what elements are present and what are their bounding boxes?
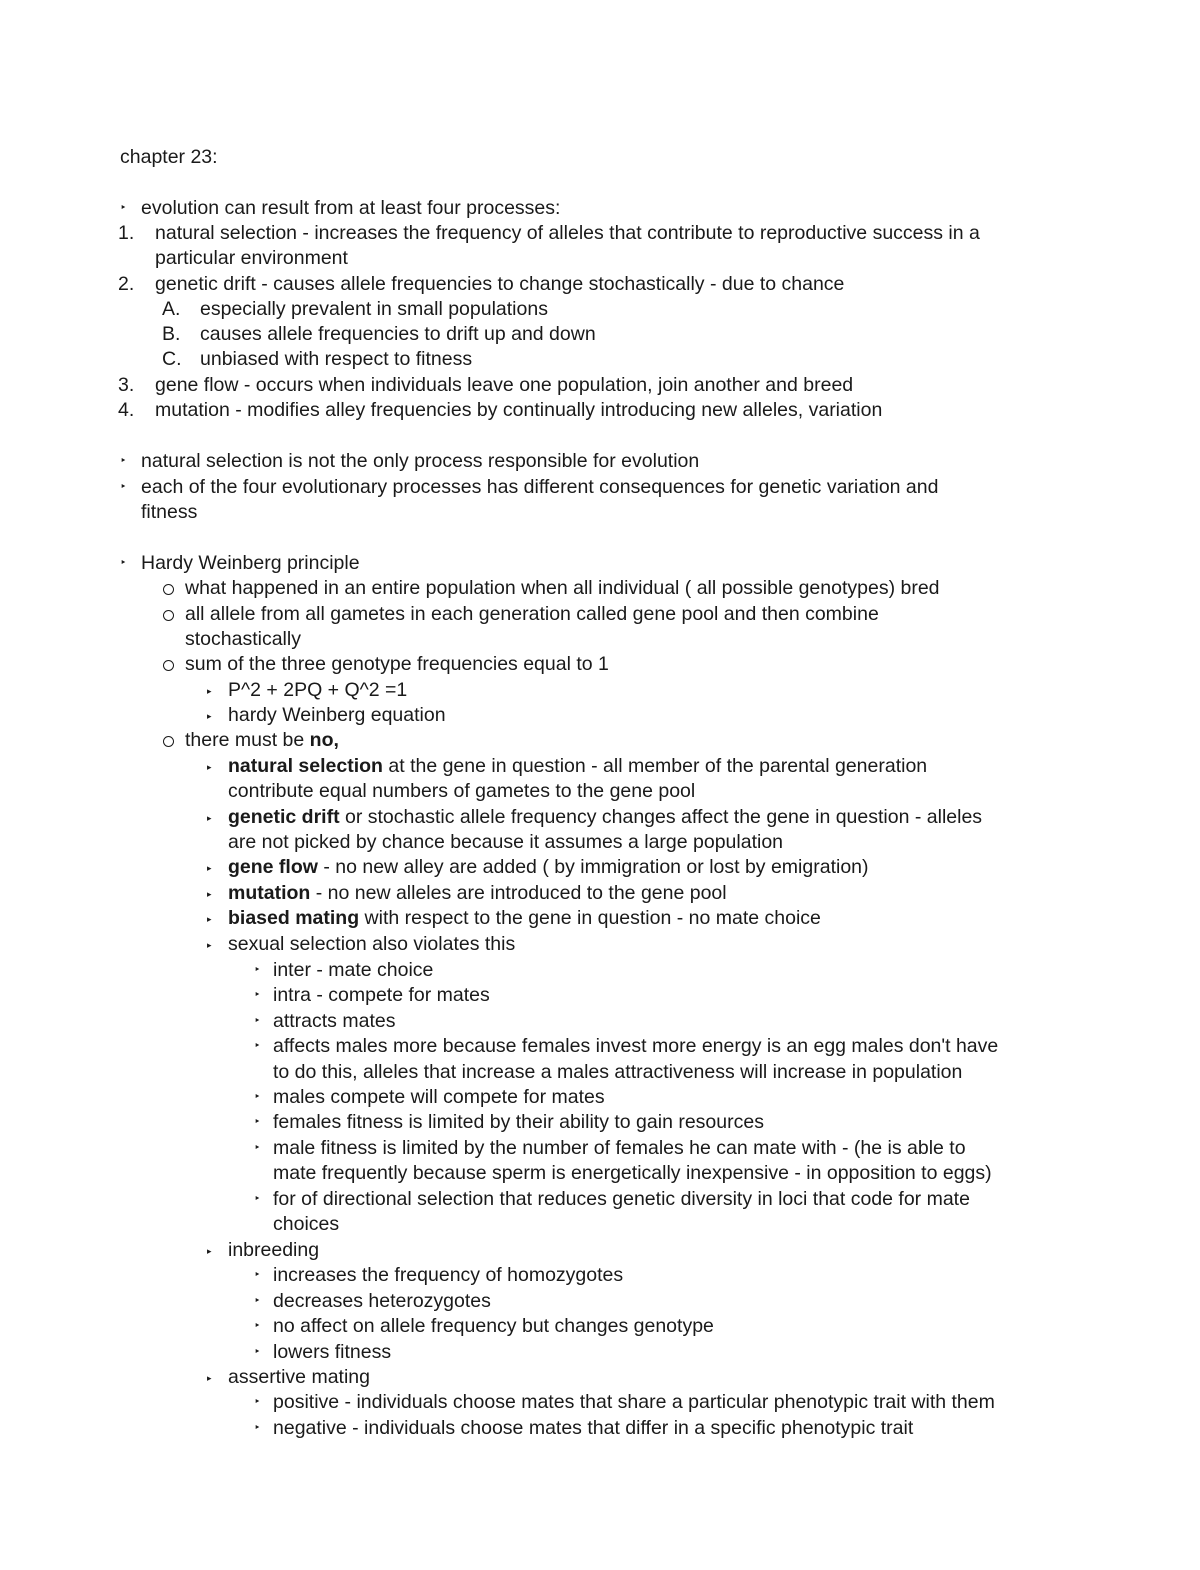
triangle-bullet-icon: ▸ [207, 686, 212, 696]
hw-item: sum of the three genotype frequencies equal to 1 [185, 653, 609, 675]
sexual-selection-item: inter - mate choice [273, 959, 434, 981]
circle-bullet-icon [163, 728, 177, 753]
inbreeding-item: increases the frequency of homozygotes [273, 1264, 624, 1286]
hw-item: what happened in an entire population when all individual ( all possible genotypes) bred [185, 577, 940, 599]
hw-item: all allele from all gametes in each generation called gene pool and then combine [185, 603, 879, 625]
list-letter: C. [162, 348, 182, 370]
bullet-icon: ‣ [254, 989, 261, 1001]
condition-assertive-mating: assertive mating [228, 1366, 370, 1388]
condition-gene-flow: gene flow - no new alley are added ( by immigration or lost by emigration) [228, 856, 869, 878]
circle-bullet-icon [163, 602, 177, 627]
list-number: 1. [118, 222, 135, 244]
bullet-icon: ‣ [120, 557, 127, 569]
hardy-weinberg-title: Hardy Weinberg principle [141, 552, 360, 574]
condition-cont: contribute equal numbers of gametes to the gene pool [228, 780, 696, 802]
triangle-bullet-icon: ▸ [207, 940, 212, 950]
condition-inbreeding: inbreeding [228, 1239, 320, 1261]
condition-sexual-selection: sexual selection also violates this [228, 933, 516, 955]
triangle-bullet-icon: ▸ [207, 863, 212, 873]
drift-sub-item: especially prevalent in small populations [200, 298, 548, 320]
sexual-selection-item-cont: mate frequently because sperm is energetically inexpensive - in opposition to eggs) [273, 1162, 992, 1184]
triangle-bullet-icon: ▸ [207, 711, 212, 721]
list-letter: A. [162, 298, 181, 320]
condition-genetic-drift: genetic drift or stochastic allele frequency changes affect the gene in question - alleles [228, 806, 983, 828]
bullet-icon: ‣ [254, 1269, 261, 1281]
sexual-selection-item: intra - compete for mates [273, 984, 490, 1006]
genetic-drift-item: genetic drift - causes allele frequencies to change stochastically - due to chance [155, 273, 845, 295]
triangle-bullet-icon: ▸ [207, 914, 212, 924]
sexual-selection-item: females fitness is limited by their ability to gain resources [273, 1111, 764, 1133]
inbreeding-item: lowers fitness [273, 1341, 392, 1363]
sexual-selection-item-cont: to do this, alleles that increase a males attractiveness will increase in population [273, 1061, 963, 1083]
sexual-selection-item: male fitness is limited by the number of females he can mate with - (he is able to [273, 1137, 966, 1159]
triangle-bullet-icon: ▸ [207, 1246, 212, 1256]
bullet-icon: ‣ [254, 1015, 261, 1027]
triangle-bullet-icon: ▸ [207, 813, 212, 823]
mutation-item: mutation - modifies alley frequencies by continually introducing new alleles, variation [155, 399, 883, 421]
triangle-bullet-icon: ▸ [207, 889, 212, 899]
processes-intro: evolution can result from at least four processes: [141, 197, 561, 219]
bullet-icon: ‣ [254, 1142, 261, 1154]
hw-conditions-intro: there must be no, [185, 729, 339, 751]
list-letter: B. [162, 323, 181, 345]
bullet-icon: ‣ [254, 964, 261, 976]
sexual-selection-item: attracts mates [273, 1010, 396, 1032]
triangle-bullet-icon: ▸ [207, 1373, 212, 1383]
sexual-selection-item: affects males more because females invest more energy is an egg males don't have [273, 1035, 999, 1057]
bullet-icon: ‣ [120, 202, 127, 214]
natural-selection-item-cont: particular environment [155, 247, 348, 269]
circle-bullet-icon [163, 576, 177, 601]
inbreeding-item: no affect on allele frequency but changes genotype [273, 1315, 714, 1337]
bullet-icon: ‣ [120, 455, 127, 467]
condition-biased-mating: biased mating with respect to the gene in question - no mate choice [228, 907, 821, 929]
assertive-mating-item: negative - individuals choose mates that differ in a specific phenotypic trait [273, 1417, 914, 1439]
bullet-icon: ‣ [254, 1396, 261, 1408]
inbreeding-item: decreases heterozygotes [273, 1290, 491, 1312]
bullet-icon: ‣ [254, 1091, 261, 1103]
drift-sub-item: causes allele frequencies to drift up and down [200, 323, 596, 345]
bullet-icon: ‣ [254, 1295, 261, 1307]
bullet-icon: ‣ [120, 481, 127, 493]
drift-sub-item: unbiased with respect to fitness [200, 348, 473, 370]
chapter-heading: chapter 23: [120, 146, 218, 168]
hw-equation: P^2 + 2PQ + Q^2 =1 [228, 679, 408, 701]
condition-cont: are not picked by chance because it assumes a large population [228, 831, 784, 853]
condition-natural-selection: natural selection at the gene in question - all member of the parental generation [228, 755, 928, 777]
note-item: each of the four evolutionary processes has different consequences for genetic variation and [141, 476, 939, 498]
list-number: 2. [118, 273, 135, 295]
bullet-icon: ‣ [254, 1422, 261, 1434]
list-number: 4. [118, 399, 135, 421]
sexual-selection-item: for of directional selection that reduces genetic diversity in loci that code for mate [273, 1188, 970, 1210]
circle-bullet-icon [163, 652, 177, 677]
bullet-icon: ‣ [254, 1193, 261, 1205]
gene-flow-item: gene flow - occurs when individuals leave one population, join another and breed [155, 374, 854, 396]
bullet-icon: ‣ [254, 1116, 261, 1128]
bullet-icon: ‣ [254, 1320, 261, 1332]
list-number: 3. [118, 374, 135, 396]
condition-mutation: mutation - no new alleles are introduced to the gene pool [228, 882, 727, 904]
natural-selection-item: natural selection - increases the frequency of alleles that contribute to reproductive success in a [155, 222, 980, 244]
bullet-icon: ‣ [254, 1040, 261, 1052]
note-item-cont: fitness [141, 501, 198, 523]
hw-item-cont: stochastically [185, 628, 301, 650]
bullet-icon: ‣ [254, 1346, 261, 1358]
sexual-selection-item-cont: choices [273, 1213, 340, 1235]
hw-equation-label: hardy Weinberg equation [228, 704, 446, 726]
note-item: natural selection is not the only process responsible for evolution [141, 450, 700, 472]
sexual-selection-item: males compete will compete for mates [273, 1086, 605, 1108]
triangle-bullet-icon: ▸ [207, 762, 212, 772]
assertive-mating-item: positive - individuals choose mates that share a particular phenotypic trait with them [273, 1391, 995, 1413]
